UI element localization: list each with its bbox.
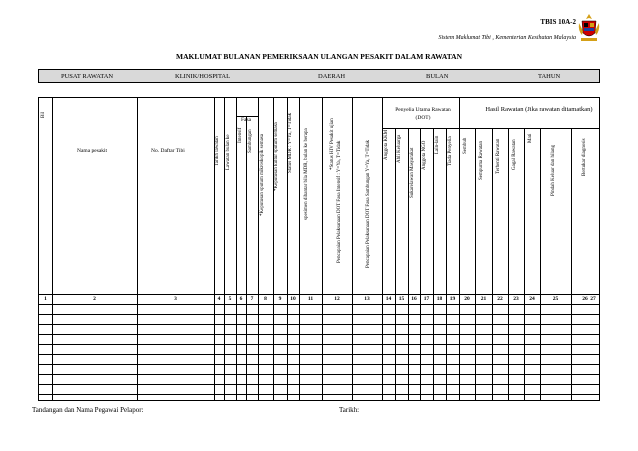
col-number: 19 [449, 296, 456, 302]
col-number: 12 [334, 296, 340, 302]
col-daftar-header: No. Daftar Tibi [151, 148, 185, 154]
col-16-header: Ahli Keluarga [397, 134, 402, 163]
col-number: 23 [513, 296, 519, 302]
col-number: 15 [398, 296, 405, 302]
col-4-header: Tarikh lawatan [215, 136, 220, 166]
col-22-header: Sempurna Rawatan [479, 140, 484, 180]
label-klinik: KLINIK/HOSPITAL [175, 72, 231, 80]
col-number: 11 [307, 296, 314, 302]
col-number: 16 [411, 296, 417, 302]
col-number: 13 [364, 296, 370, 302]
col-24-header: Gagal Rawatan [512, 139, 517, 170]
col-number: 20 [464, 296, 470, 302]
label-tahun: TAHUN [538, 72, 561, 80]
label-daerah: DAERAH [318, 72, 346, 80]
report-table [38, 97, 600, 401]
col-number: 27 [590, 296, 596, 302]
col-12-header: *Status HIV Pesakit ujian [330, 118, 335, 170]
col-15-header: Anggota KKM [384, 129, 389, 160]
col-number: 6 [239, 296, 243, 302]
page-title: MAKLUMAT BULANAN PEMERIKSAAN ULANGAN PESAKIT DALAM RAWATAN [176, 52, 462, 61]
penyelia-group-header: Penyelia Utama Rawatan (DOT) [395, 107, 451, 121]
col-7-header: Sambungan [248, 129, 253, 153]
col-23-header: Terhenti Rawatan [496, 138, 501, 174]
label-bulan: BULAN [426, 72, 449, 80]
col-number: 3 [174, 296, 177, 302]
col-20-header: Tiada Penyelia [448, 136, 453, 166]
col-18-header: Anggota NGO [422, 140, 427, 170]
col-number: 21 [480, 296, 487, 302]
col-number: 17 [423, 296, 430, 302]
col-13-header: Pencapaian Pelaksanaan DOT Fasa Intensif : Y=Ya, T=Tidak [337, 140, 342, 263]
col-number: 14 [385, 296, 392, 302]
col-number: 4 [217, 296, 221, 302]
col-number: 2 [93, 296, 96, 302]
system-name: Sistem Maklumat Tibi , Kementerian Kesihatan Malaysia [438, 35, 576, 41]
col-11-header: spesimen dihantar bila MDR, bulan ke berapa [304, 128, 309, 220]
col-21-header: Sembuh [463, 137, 468, 154]
col-17-header: Sukarelawan Masyarakat [410, 147, 415, 198]
col-9-header: *Keputusan kultur sputum semasa [274, 122, 279, 191]
col-number: 5 [228, 296, 232, 302]
coat-of-arms-icon [578, 13, 600, 43]
date-label: Tarikh: [339, 406, 360, 414]
col-26-header: Pindah Keluar dan hilang [551, 145, 556, 196]
col-number: 18 [436, 296, 443, 302]
signature-label: Tandangan dan Nama Pegawai Pelapor: [32, 406, 144, 414]
col-19-header: Lain-lain [435, 135, 440, 154]
col-8-header: *Keputusan sputum mikroskopik semasa [260, 133, 265, 216]
col-10-header: Status MDR : Y=Ya, T=Tidak [288, 112, 293, 173]
col-number: 7 [250, 296, 254, 302]
col-6-header: Intensif [238, 127, 243, 143]
col-number: 1 [44, 296, 47, 302]
col-number: 26 [582, 296, 588, 302]
col-5-header: Lawatan bulan ke [226, 134, 231, 170]
col-25-header: Mati [528, 133, 533, 143]
col-number: 25 [552, 296, 559, 302]
col-27-header: Bertukar diagnosis [582, 138, 587, 176]
col-fasa-header: Fasa [241, 117, 252, 123]
label-pusat: PUSAT RAWATAN [61, 72, 114, 80]
col-nama-header: Nama pesakit [77, 148, 108, 154]
col-number: 8 [264, 296, 267, 302]
info-bar [38, 69, 600, 83]
form-code: TBIS 10A-2 [540, 18, 576, 26]
col-bil-header: Bil [41, 111, 46, 118]
col-number: 9 [278, 296, 282, 302]
col-number: 10 [290, 296, 296, 302]
col-number: 22 [497, 296, 503, 302]
col-14-header: Pencapaian Pelaksanaan DOT Fasa Sambungan Y=Ya, T=Tidak [366, 139, 371, 268]
col-number: 24 [529, 296, 535, 302]
hasil-group-header: Hasil Rawatan (Jika rawatan ditamatkan) [485, 106, 593, 113]
